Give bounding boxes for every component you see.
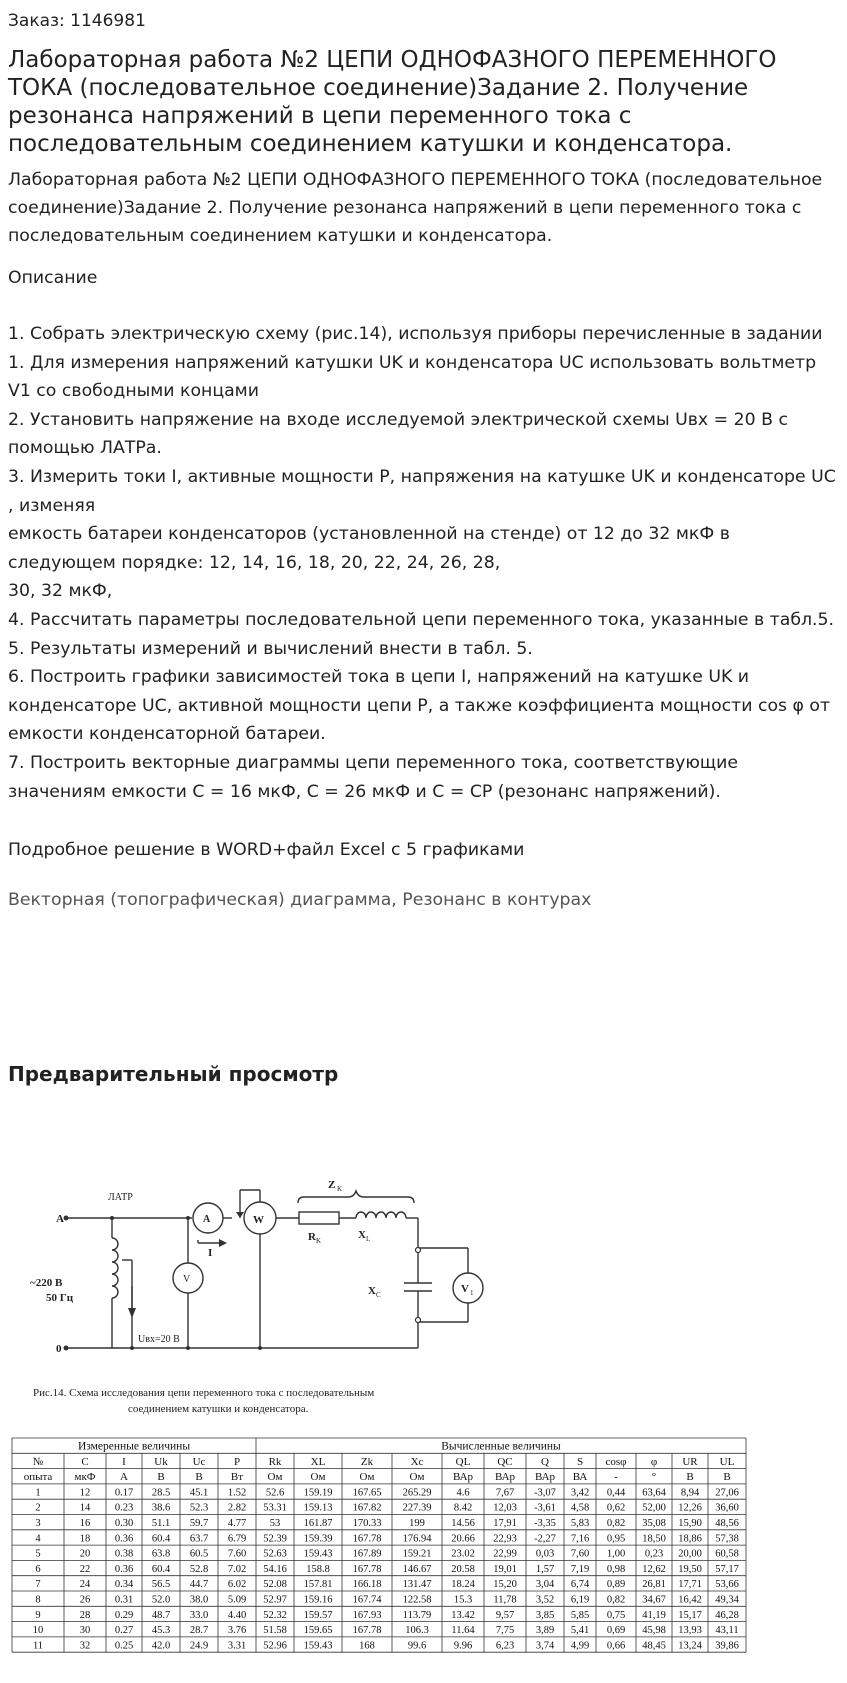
table-cell: 5,41 (570, 1625, 590, 1637)
table-cell: 63,64 (642, 1487, 666, 1499)
table-cell: -2,27 (534, 1533, 556, 1545)
results-table (12, 1438, 746, 1652)
table-cell: 33.0 (189, 1609, 209, 1621)
table-cell: 63.8 (151, 1548, 171, 1560)
supply-label: ~220 В (30, 1277, 63, 1289)
table-col-header: UL (719, 1455, 735, 1468)
table-col-unit: Ом (267, 1471, 283, 1484)
xc-sub: C (376, 1291, 381, 1299)
table-group-measured: Измеренные величины (77, 1440, 191, 1453)
table-col-header: Zk (360, 1455, 374, 1468)
table-cell: 0.34 (114, 1579, 134, 1591)
subtitle: Лабораторная работа №2 ЦЕПИ ОДНОФАЗНОГО ПЕРЕМЕННОГО ТОКА (последовательное соединение)Задание 2. Получение резонанса напряжений в цепи переменного тока с последовательным соединением катушки и конденсатора. (8, 170, 823, 246)
table-cell: 38.0 (189, 1594, 209, 1606)
table-cell: 113.79 (402, 1609, 432, 1621)
table-cell: 122.58 (402, 1594, 432, 1606)
solution-note: Подробное решение в WORD+файл Excel с 5 графиками (8, 840, 525, 861)
table-cell: 56.5 (151, 1579, 171, 1591)
table-cell: 11.64 (451, 1625, 475, 1637)
table-cell: 8.42 (453, 1502, 473, 1514)
table-col-header: φ (650, 1455, 658, 1468)
table-cell: 45,98 (642, 1625, 666, 1637)
table-cell: 22,99 (493, 1548, 517, 1560)
table-cell: 46,28 (715, 1609, 739, 1621)
table-cell: 0.23 (114, 1502, 134, 1514)
table-cell: 159.65 (303, 1625, 333, 1637)
node-0-label: 0 (56, 1343, 62, 1355)
table-cell: 14.56 (451, 1518, 475, 1529)
table-cell: 167.89 (352, 1548, 382, 1560)
table-cell: 52.63 (263, 1548, 287, 1560)
table-cell: 159.19 (303, 1487, 333, 1499)
table-cell: 41,19 (642, 1609, 666, 1621)
table-cell: 28 (79, 1609, 91, 1621)
table-cell: 23.02 (451, 1548, 475, 1560)
table-col-header: S (576, 1455, 584, 1468)
table-col-header: I (122, 1455, 126, 1468)
table-cell: 26,81 (642, 1579, 666, 1591)
table-cell: -3,61 (534, 1502, 556, 1514)
table-cell: 53 (269, 1518, 281, 1529)
table-cell: 5,85 (570, 1609, 590, 1621)
table-cell: 168 (359, 1640, 375, 1652)
table-cell: 0,03 (535, 1548, 555, 1560)
table-col-header: Uc (192, 1455, 206, 1468)
table-col-unit: Ом (359, 1471, 375, 1484)
table-col-header: UR (682, 1455, 698, 1468)
table-col-header: Uk (154, 1455, 168, 1468)
table-cell: 3.76 (227, 1625, 247, 1637)
table-cell: 20,00 (678, 1548, 702, 1560)
table-cell: 39,86 (715, 1640, 739, 1652)
table-col-unit: - (614, 1471, 618, 1484)
table-cell: 158.8 (306, 1563, 330, 1575)
table-cell: 60.4 (151, 1533, 171, 1545)
table-cell: 14 (79, 1502, 91, 1514)
table-cell: 19,50 (678, 1563, 702, 1575)
table-cell: 4 (35, 1533, 41, 1545)
table-cell: 6.79 (227, 1533, 247, 1545)
table-cell: 7,75 (495, 1625, 515, 1637)
table-cell: 59.7 (189, 1518, 209, 1529)
table-cell: 199 (409, 1518, 425, 1529)
table-col-unit: А (120, 1471, 128, 1484)
description-text: 1. Собрать электрическую схему (рис.14), используя приборы перечисленные в задании 1. Для измерения напряжений катушки UK и конденсатора UC использовать вольтметр V1 со свободными концами 2. Установить напряжение на входе исследуемой электрической схемы Uвх = 20 В с помощью ЛАТРа. 3. Измерить токи I, активные мощности P, напряжения на катушке UK и конденсаторе UC , изменяя емкость батареи конденсаторов (установленной на стенде) от 12 до 32 мкФ в следующем порядке: 12, 14, 16, 18, 20, 22, 24, 26, 28, 30, 32 мкФ, 4. Рассчитать параметры последовательной цепи переменного тока, указанные в табл.5. 5. Результаты измерений и вычислений внести в табл. 5. 6. Построить графики зависимостей тока в цепи I, напряжений на катушке UK и конденсаторе UC, активной мощности цепи P, а также коэффициента мощности cos φ от емкости конденсаторной батареи. 7. Построить векторные диаграммы цепи переменного тока, соответствующие значениям емкости C = 16 мкФ, C = 26 мкФ и C = CP (резонанс напряжений). (8, 324, 836, 802)
table-cell: 159.39 (303, 1533, 333, 1545)
table-group-computed: Вычисленные величины (441, 1440, 561, 1453)
table-cell: 0.38 (114, 1548, 134, 1560)
table-cell: 167.78 (352, 1563, 382, 1575)
table-cell: 167.65 (352, 1487, 382, 1499)
table-cell: 227.39 (402, 1502, 432, 1514)
table-cell: 12,03 (493, 1502, 517, 1514)
table-cell: 0,89 (606, 1579, 626, 1591)
figure-caption-2: соединением катушки и конденсатора. (128, 1403, 309, 1415)
table-cell: 43,11 (715, 1625, 739, 1637)
table-cell: 5.09 (227, 1594, 247, 1606)
table-cell: 4.40 (227, 1609, 247, 1621)
table-cell: 3,85 (535, 1609, 555, 1621)
xl-label: X (358, 1229, 366, 1241)
table-cell: 45.3 (151, 1625, 171, 1637)
table-cell: 167.93 (352, 1609, 382, 1621)
ammeter-label: A (203, 1214, 211, 1225)
table-col-unit: ВАр (494, 1471, 516, 1484)
table-cell: 6 (35, 1563, 41, 1575)
table-cell: 6,19 (570, 1594, 590, 1606)
table-cell: 35,08 (642, 1518, 666, 1529)
table-cell: 167.78 (352, 1533, 382, 1545)
table-cell: 17,91 (493, 1518, 517, 1529)
table-col-header: QC (497, 1455, 513, 1468)
table-cell: 0,69 (606, 1625, 626, 1637)
latr-label: ЛАТР (108, 1192, 133, 1203)
table-cell: 18,50 (642, 1533, 666, 1545)
table-cell: 52,00 (642, 1502, 666, 1514)
circuit-diagram (66, 1190, 483, 1348)
table-cell: 4,99 (570, 1640, 590, 1652)
table-cell: 18,86 (678, 1533, 702, 1545)
table-cell: 0.36 (114, 1533, 134, 1545)
table-cell: 170.33 (352, 1518, 382, 1529)
table-cell: 4.77 (227, 1518, 247, 1529)
table-cell: 10 (32, 1625, 44, 1637)
xc-label: X (368, 1285, 376, 1297)
table-cell: 48,56 (715, 1518, 739, 1529)
description-heading: Описание (8, 268, 98, 288)
table-cell: 12,26 (678, 1502, 702, 1514)
table-cell: 53.31 (263, 1502, 287, 1514)
table-cell: 24 (79, 1579, 91, 1591)
table-cell: 52.3 (189, 1502, 209, 1514)
table-cell: 12 (79, 1487, 91, 1499)
table-cell: -3,07 (534, 1487, 556, 1499)
table-cell: 166.18 (352, 1579, 382, 1591)
table-col-unit: Вт (230, 1471, 244, 1484)
table-cell: 16 (79, 1518, 91, 1529)
table-cell: 16,42 (678, 1594, 702, 1606)
table-col-header: P (233, 1455, 241, 1468)
table-cell: 5,83 (570, 1518, 590, 1529)
table-col-unit: ВА (572, 1471, 588, 1484)
table-cell: 52.96 (263, 1640, 287, 1652)
table-col-header: Xc (410, 1455, 424, 1468)
table-cell: 4.6 (456, 1487, 470, 1499)
table-cell: 15,90 (678, 1518, 702, 1529)
table-col-header: № (32, 1455, 44, 1468)
table-cell: 3,04 (535, 1579, 555, 1591)
table-cell: 0.17 (114, 1487, 134, 1499)
table-cell: 17,71 (678, 1579, 702, 1591)
table-col-header: опыта (23, 1471, 53, 1484)
table-col-unit: Ом (310, 1471, 326, 1484)
table-cell: 26 (79, 1594, 91, 1606)
table-cell: 6.02 (227, 1579, 247, 1591)
zk-sub: K (337, 1185, 343, 1193)
table-cell: 1,00 (606, 1548, 626, 1560)
table-cell: 0,82 (606, 1594, 626, 1606)
table-cell: 7,19 (570, 1563, 590, 1575)
table-cell: 0.29 (114, 1609, 134, 1621)
table-cell: 38.6 (151, 1502, 171, 1514)
table-col-header: XL (310, 1455, 326, 1468)
table-cell: 28.7 (189, 1625, 209, 1637)
table-cell: 9,57 (495, 1609, 515, 1621)
table-cell: 54.16 (263, 1563, 287, 1575)
table-cell: 6,23 (495, 1640, 515, 1652)
table-cell: 0,98 (606, 1563, 626, 1575)
table-cell: 0,62 (606, 1502, 626, 1514)
table-cell: 52.8 (189, 1563, 209, 1575)
table-cell: 30 (79, 1625, 91, 1637)
order-number: Заказ: 1146981 (8, 11, 146, 31)
table-cell: 53,66 (715, 1579, 739, 1591)
table-cell: 0,82 (606, 1518, 626, 1529)
node-a-label: A (56, 1213, 64, 1225)
table-cell: 13,93 (678, 1625, 702, 1637)
table-cell: 131.47 (402, 1579, 432, 1591)
table-cell: 2.82 (227, 1502, 247, 1514)
table-cell: 27,06 (715, 1487, 739, 1499)
table-cell: 3,89 (535, 1625, 555, 1637)
table-cell: 11 (32, 1640, 44, 1652)
preview-scan (8, 1168, 840, 1673)
table-cell: 159.43 (303, 1548, 333, 1560)
tags-list[interactable]: Векторная (топографическая) диаграмма, Резонанс в контурах (8, 890, 592, 911)
table-cell: 52.6 (265, 1487, 285, 1499)
table-col-unit: мкФ (74, 1471, 96, 1484)
current-label: I (208, 1247, 213, 1259)
table-cell: 159.16 (303, 1594, 333, 1606)
table-cell: 15,20 (493, 1579, 517, 1591)
table-cell: 60.4 (151, 1563, 171, 1575)
table-cell: 161.87 (303, 1518, 333, 1529)
table-col-unit: ° (651, 1471, 657, 1484)
table-cell: 13.42 (451, 1609, 475, 1621)
table-cell: 34,67 (642, 1594, 666, 1606)
table-cell: 11,78 (493, 1594, 517, 1606)
figure-caption-1: Рис.14. Схема исследования цепи переменного тока с последовательным (33, 1387, 375, 1399)
table-cell: 7,67 (495, 1487, 515, 1499)
table-cell: 7.02 (227, 1563, 247, 1575)
table-cell: 3,42 (570, 1487, 590, 1499)
table-cell: 48,45 (642, 1640, 666, 1652)
table-cell: 106.3 (405, 1625, 429, 1637)
table-cell: 20.58 (451, 1563, 475, 1575)
table-cell: 3,74 (535, 1640, 555, 1652)
table-cell: 3 (35, 1518, 41, 1529)
table-cell: 52.0 (151, 1594, 171, 1606)
table-cell: 159.21 (402, 1548, 432, 1560)
table-cell: 52.32 (263, 1609, 287, 1621)
table-col-header: Q (541, 1455, 549, 1468)
table-cell: 52.08 (263, 1579, 287, 1591)
table-cell: 32 (79, 1640, 91, 1652)
table-cell: 159.13 (303, 1502, 333, 1514)
xl-sub: L (366, 1235, 371, 1243)
table-cell: 159.57 (303, 1609, 333, 1621)
table-cell: 20.66 (451, 1533, 475, 1545)
table-cell: 99.6 (407, 1640, 427, 1652)
table-cell: 0,95 (606, 1533, 626, 1545)
table-cell: 159.43 (303, 1640, 333, 1652)
table-cell: 3.31 (227, 1640, 247, 1652)
table-col-header: QL (455, 1455, 471, 1468)
preview-heading: Предварительный просмотр (8, 1062, 339, 1087)
table-cell: 8 (35, 1594, 41, 1606)
table-cell: 146.67 (402, 1563, 432, 1575)
table-cell: 3,52 (535, 1594, 555, 1606)
table-cell: 0.25 (114, 1640, 134, 1652)
table-cell: 176.94 (402, 1533, 432, 1545)
table-cell: 0.31 (114, 1594, 134, 1606)
table-cell: 0,23 (644, 1548, 664, 1560)
table-cell: 45.1 (189, 1487, 209, 1499)
voltmeter1-label: V (461, 1283, 469, 1295)
table-cell: 5 (35, 1548, 41, 1560)
table-cell: 7 (35, 1579, 41, 1591)
table-cell: 15.3 (453, 1594, 473, 1606)
table-cell: 22 (79, 1563, 91, 1575)
voltmeter1-sub: 1 (470, 1289, 474, 1297)
table-cell: 20 (79, 1548, 91, 1560)
table-cell: 22,93 (493, 1533, 517, 1545)
table-cell: 51.58 (263, 1625, 287, 1637)
table-cell: 42.0 (151, 1640, 171, 1652)
table-col-unit: В (195, 1471, 203, 1484)
table-cell: 0.30 (114, 1518, 134, 1529)
table-cell: 48.7 (151, 1609, 171, 1621)
table-cell: 167.82 (352, 1502, 382, 1514)
table-col-unit: В (723, 1471, 731, 1484)
rk-sub: K (316, 1237, 322, 1245)
table-cell: 7.60 (227, 1548, 247, 1560)
table-col-unit: Ом (409, 1471, 425, 1484)
table-cell: 157.81 (303, 1579, 333, 1591)
table-cell: 28.5 (151, 1487, 171, 1499)
table-cell: 36,60 (715, 1502, 739, 1514)
table-cell: 60.5 (189, 1548, 209, 1560)
table-cell: 18.24 (451, 1579, 475, 1591)
table-cell: 0,66 (606, 1640, 626, 1652)
table-cell: 9 (35, 1609, 41, 1621)
page-title: Лабораторная работа №2 ЦЕПИ ОДНОФАЗНОГО ПЕРЕМЕННОГО ТОКА (последовательное соединение)Задание 2. Получение резонанса напряжений в цепи переменного тока с последовательным соединением катушки и конденсатора. (8, 47, 777, 157)
table-cell: -3,35 (534, 1518, 556, 1529)
uin-label: Uвх=20 В (138, 1334, 180, 1345)
table-cell: 15,17 (678, 1609, 702, 1621)
table-cell: 24.9 (189, 1640, 209, 1652)
table-cell: 7,16 (570, 1533, 590, 1545)
freq-label: 50 Гц (46, 1292, 74, 1304)
table-cell: 9.96 (453, 1640, 473, 1652)
table-col-unit: В (157, 1471, 165, 1484)
table-cell: 51.1 (151, 1518, 171, 1529)
table-cell: 1.52 (227, 1487, 247, 1499)
table-cell: 0,75 (606, 1609, 626, 1621)
table-cell: 4,58 (570, 1502, 590, 1514)
table-cell: 0.36 (114, 1563, 134, 1575)
table-col-unit: ВАр (452, 1471, 474, 1484)
table-cell: 63.7 (189, 1533, 209, 1545)
table-col-header: C (81, 1455, 89, 1468)
table-cell: 6,74 (570, 1579, 590, 1591)
table-col-unit: ВАр (534, 1471, 556, 1484)
wattmeter-label: W (253, 1214, 264, 1226)
table-cell: 265.29 (402, 1487, 432, 1499)
table-cell: 0,44 (606, 1487, 626, 1499)
table-cell: 49,34 (715, 1594, 739, 1606)
table-cell: 167.78 (352, 1625, 382, 1637)
table-cell: 52.97 (263, 1594, 287, 1606)
table-cell: 0.27 (114, 1625, 134, 1637)
table-cell: 1,57 (535, 1563, 555, 1575)
table-cell: 2 (35, 1502, 41, 1514)
table-col-unit: В (686, 1471, 694, 1484)
table-cell: 60,58 (715, 1548, 739, 1560)
table-cell: 12,62 (642, 1563, 666, 1575)
table-cell: 1 (35, 1487, 41, 1499)
table-cell: 57,17 (715, 1563, 739, 1575)
table-cell: 57,38 (715, 1533, 739, 1545)
table-cell: 8,94 (680, 1487, 700, 1499)
voltmeter-label: V (183, 1274, 191, 1285)
zk-label: Z (328, 1179, 336, 1191)
table-cell: 167.74 (352, 1594, 382, 1606)
table-cell: 13,24 (678, 1640, 702, 1652)
rk-label: R (308, 1231, 316, 1243)
table-col-header: cosφ (605, 1455, 627, 1468)
table-cell: 52.39 (263, 1533, 287, 1545)
table-cell: 44.7 (189, 1579, 209, 1591)
table-cell: 19,01 (493, 1563, 517, 1575)
table-col-header: Rk (268, 1455, 282, 1468)
table-cell: 18 (79, 1533, 91, 1545)
table-cell: 7,60 (570, 1548, 590, 1560)
